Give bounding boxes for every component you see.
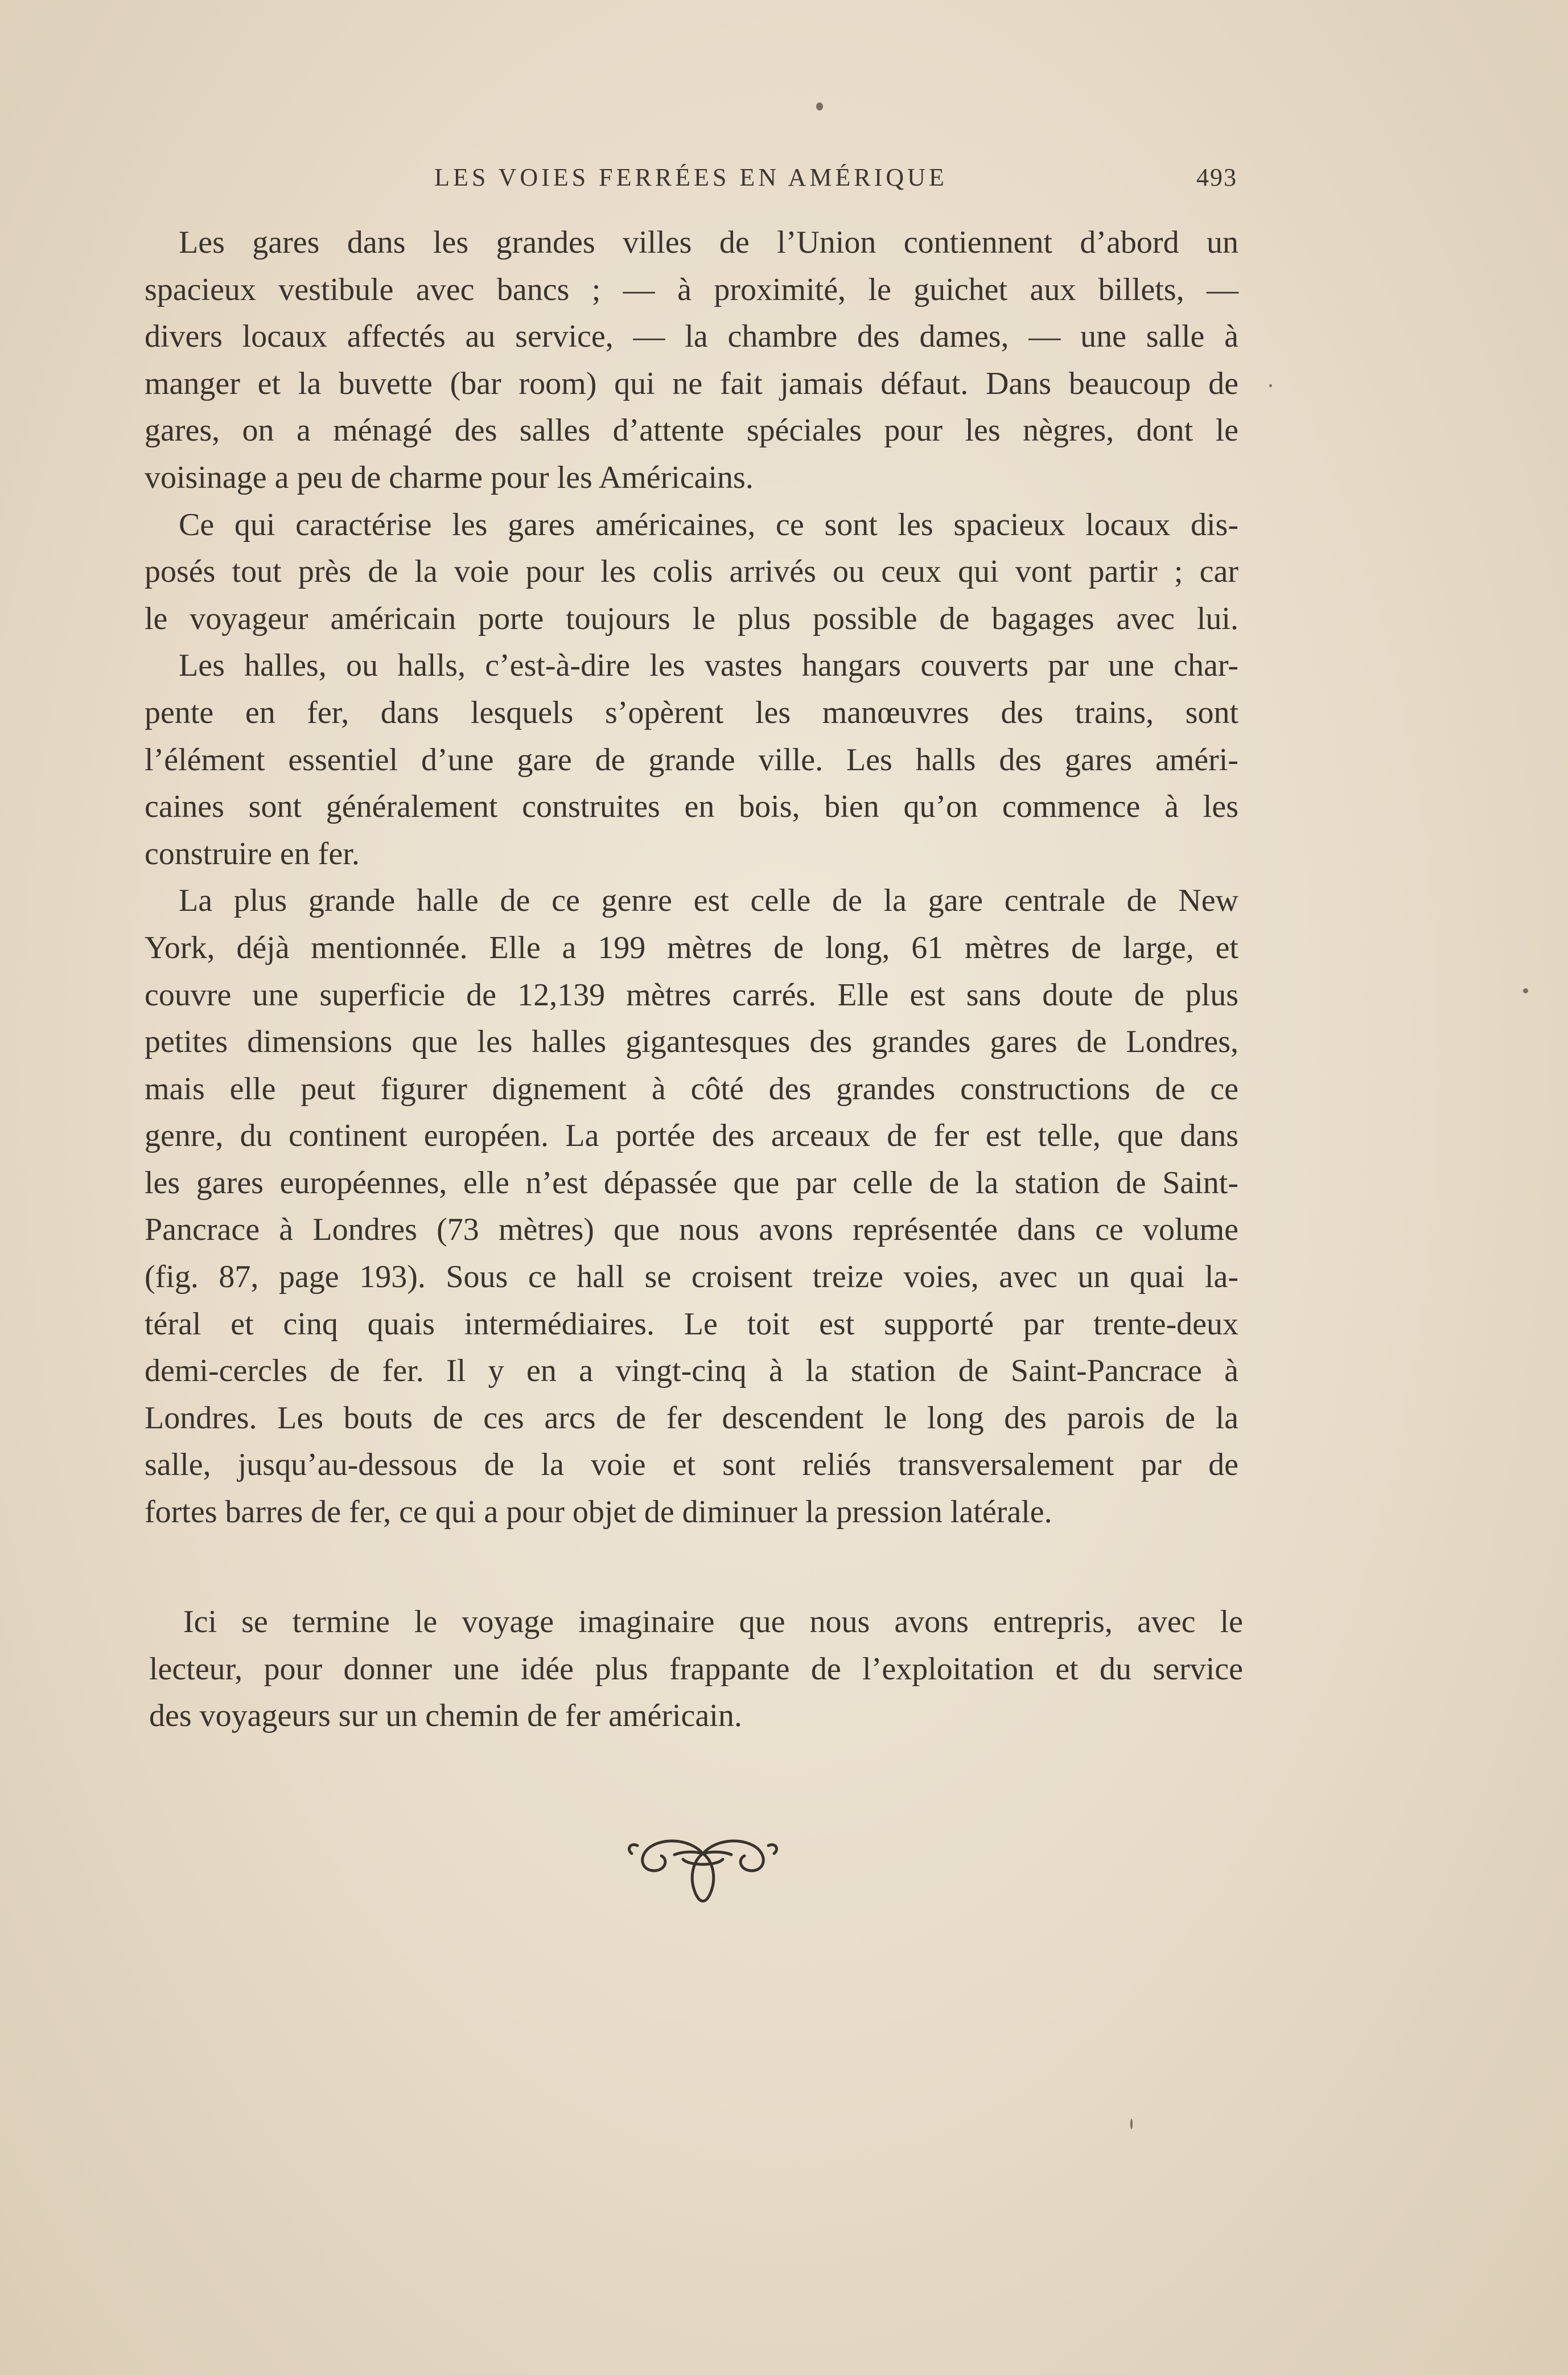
- text-line: petites dimensions que les halles gigantesques des grandes gares de Londres,: [145, 1024, 1238, 1060]
- text-line: spacieux vestibule avec bancs ; — à proximité, le guichet aux billets, —: [145, 272, 1238, 307]
- text-line: lecteur, pour donner une idée plus frappante de l’exploitation et du service: [149, 1651, 1243, 1687]
- text-line: Les halles, ou halls, c’est-à-dire les vastes hangars couverts par une char-: [179, 648, 1238, 684]
- paper-speck: [1269, 384, 1272, 387]
- text-line: le voyageur américain porte toujours le plus possible de bagages avec lui.: [145, 601, 1238, 636]
- text-line: gares, on a ménagé des salles d’attente spéciales pour les nègres, dont le: [145, 413, 1238, 449]
- text-line: Ici se termine le voyage imaginaire que nous avons entrepris, avec le: [183, 1604, 1243, 1640]
- paper-speck: [1523, 988, 1528, 993]
- text-line: manger et la buvette (bar room) qui ne fait jamais défaut. Dans beaucoup de: [145, 365, 1238, 401]
- text-line: téral et cinq quais intermédiaires. Le toit est supporté par trente-deux: [145, 1306, 1238, 1342]
- page-number: 493: [1196, 163, 1237, 191]
- running-head: [145, 158, 1237, 192]
- text-line: York, déjà mentionnée. Elle a 199 mètres de long, 61 mètres de large, et: [145, 930, 1238, 965]
- paper-speck: [1130, 2119, 1133, 2129]
- text-line: pente en fer, dans lesquels s’opèrent les manœuvres des trains, sont: [145, 695, 1238, 730]
- text-line: construire en fer.: [145, 836, 360, 872]
- text-line: l’élément essentiel d’une gare de grande ville. Les halls des gares améri-: [145, 742, 1238, 778]
- closing-paragraph: [149, 1599, 1243, 1740]
- text-line: demi-cercles de fer. Il y en a vingt-cinq à la station de Saint-Pancrace à: [145, 1353, 1238, 1389]
- text-line: Les gares dans les grandes villes de l’Union contiennent d’abord un: [179, 225, 1238, 260]
- text-line: Ce qui caractérise les gares américaines, ce sont les spacieux locaux dis-: [179, 507, 1238, 543]
- text-line: Londres. Les bouts de ces arcs de fer descendent le long des parois de la: [145, 1400, 1238, 1436]
- running-title: LES VOIES FERRÉES EN AMÉRIQUE: [434, 163, 948, 191]
- tailpiece-flourish-icon: [620, 1826, 785, 1912]
- text-line: posés tout près de la voie pour les colis arrivés ou ceux qui vont partir ; car: [145, 554, 1238, 590]
- text-line: divers locaux affectés au service, — la chambre des dames, — une salle à: [145, 319, 1238, 355]
- text-line: mais elle peut figurer dignement à côté des grandes constructions de ce: [145, 1071, 1238, 1107]
- text-line: genre, du continent européen. La portée des arceaux de fer est telle, que dans: [145, 1118, 1238, 1154]
- text-line: fortes barres de fer, ce qui a pour objet de diminuer la pression latérale.: [145, 1494, 1052, 1530]
- text-line: Pancrace à Londres (73 mètres) que nous avons représentée dans ce volume: [145, 1212, 1238, 1248]
- text-line: caines sont généralement construites en bois, bien qu’on commence à les: [145, 789, 1238, 825]
- text-line: les gares européennes, elle n’est dépassée que par celle de la station de Saint-: [145, 1165, 1238, 1201]
- text-line: voisinage a peu de charme pour les Américains.: [145, 459, 754, 495]
- text-line: salle, jusqu’au-dessous de la voie et sont reliés transversalement par de: [145, 1447, 1238, 1483]
- paper-speck: [816, 102, 823, 110]
- text-line: couvre une superficie de 12,139 mètres carrés. Elle est sans doute de plus: [145, 977, 1238, 1013]
- body-text: [145, 219, 1238, 1536]
- text-line: des voyageurs sur un chemin de fer américain.: [149, 1698, 742, 1734]
- text-line: La plus grande halle de ce genre est celle de la gare centrale de New: [179, 883, 1238, 919]
- text-line: (fig. 87, page 193). Sous ce hall se croisent treize voies, avec un quai la-: [145, 1259, 1238, 1295]
